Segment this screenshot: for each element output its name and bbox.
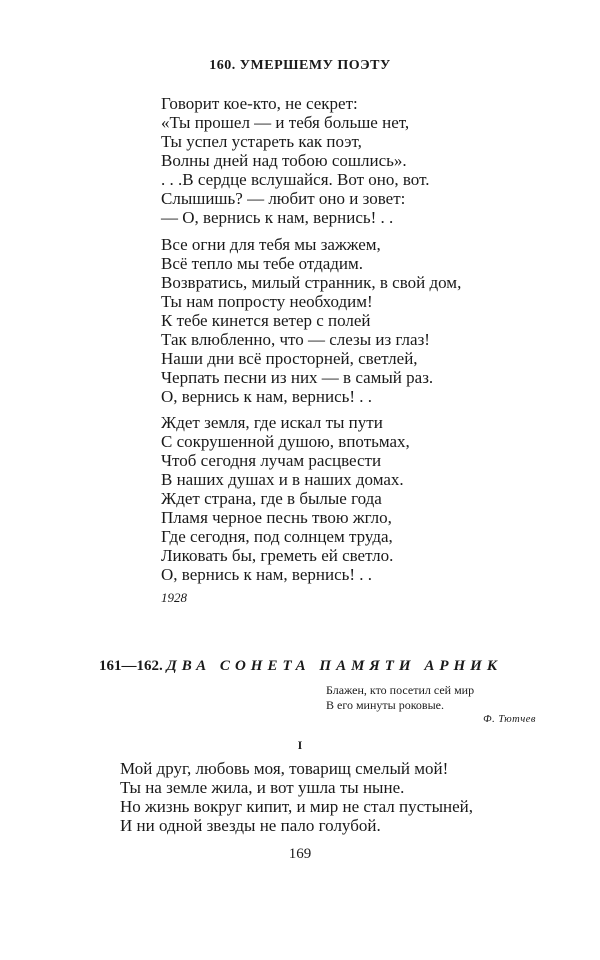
poem-line: О, вернись к нам, вернись! . . — [161, 387, 373, 406]
poem-line: Но жизнь вокруг кипит, и мир не стал пустыней, — [120, 797, 473, 816]
poem-line: Наши дни всё просторней, светлей, — [161, 349, 418, 368]
poem-line: Ты нам попросту необходим! — [161, 292, 373, 311]
stanza-2 — [161, 235, 461, 406]
poem-line: «Ты прошел — и тебя больше нет, — [161, 113, 410, 132]
poem-line: С сокрушенной душою, впотьмах, — [161, 432, 410, 451]
poem-line: О, вернись к нам, вернись! . . — [161, 565, 373, 584]
section-number: 161—162. — [99, 658, 163, 674]
poem-line: Ты на земле жила, и вот ушла ты ныне. — [120, 778, 405, 797]
stanza-1 — [161, 94, 430, 227]
poem-line: Возвратись, милый странник, в свой дом, — [161, 273, 462, 292]
poem-line: Где сегодня, под солнцем труда, — [161, 527, 393, 546]
poem-line: Всё тепло мы тебе отдадим. — [161, 254, 364, 273]
poem-line: . . .В сердце вслушайся. Вот оно, вот. — [161, 170, 430, 189]
poem-line: Чтоб сегодня лучам расцвести — [161, 451, 382, 470]
poem-line: Ждет страна, где в былые года — [161, 489, 382, 508]
section-title — [99, 658, 502, 675]
poem-line: Ты успел устареть как поэт, — [161, 132, 362, 151]
poem-date: 1928 — [161, 590, 187, 605]
poem-line: — О, вернись к нам, вернись! . . — [161, 208, 394, 227]
sonnet-number: I — [297, 738, 303, 752]
poem-line: И ни одной звезды не пало голубой. — [120, 816, 381, 835]
poem-line: Ждет земля, где искал ты пути — [161, 413, 383, 432]
sonnet-stanza — [120, 759, 473, 835]
page-number: 169 — [288, 846, 312, 862]
poem-line: Черпать песни из них — в самый раз. — [161, 368, 434, 387]
poem-line: Ликовать бы, греметь ей светло. — [161, 546, 394, 565]
poem-line: Волны дней над тобою сошлись». — [161, 151, 407, 170]
section-name: ДВА СОНЕТА ПАМЯТИ АРНИК — [166, 658, 503, 674]
epigraph-author: Ф. Тютчев — [483, 714, 536, 725]
stanza-3 — [161, 413, 410, 584]
poem-line: Все огни для тебя мы зажжем, — [161, 235, 381, 254]
poem-line: Так влюбленно, что — слезы из глаз! — [161, 330, 430, 349]
poem-line: Мой друг, любовь моя, товарищ смелый мой! — [120, 759, 449, 778]
poem-line: Говорит кое-кто, не секрет: — [161, 94, 358, 113]
poem-line: Слышишь? — любит оно и зовет: — [161, 189, 406, 208]
epigraph-line: В его минуты роковые. — [326, 698, 444, 712]
poem-line: Пламя черное песнь твою жгло, — [161, 508, 392, 527]
poem-line: В наших душах и в наших домах. — [161, 470, 404, 489]
epigraph — [326, 683, 474, 713]
epigraph-line: Блажен, кто посетил сей мир — [326, 683, 475, 697]
poem-title: 160. УМЕРШЕМУ ПОЭТУ — [209, 58, 391, 73]
poem-line: К тебе кинется ветер с полей — [161, 311, 371, 330]
